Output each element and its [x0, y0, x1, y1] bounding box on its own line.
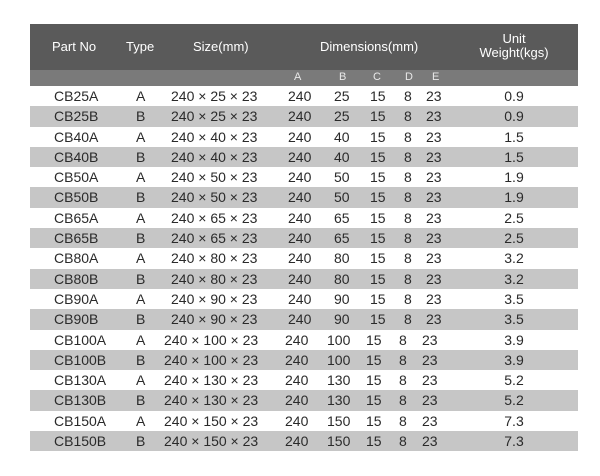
- cell-dim-e: 23: [426, 88, 442, 104]
- cell-dim-d: 8: [399, 351, 407, 368]
- cell-dim-c: 15: [370, 169, 386, 186]
- cell-unit-weight: 3.9: [504, 351, 524, 368]
- header-unit-weight-line2: Weight(kgs): [479, 45, 549, 60]
- cell-part-no: CB65B: [54, 230, 99, 247]
- header-dimensions: Dimensions(mm): [320, 39, 419, 54]
- cell-unit-weight: 2.5: [504, 230, 524, 247]
- cell-dim-d: 8: [404, 169, 412, 186]
- table-row: [30, 127, 578, 147]
- cell-dim-c: 15: [366, 331, 382, 348]
- table-row: [30, 330, 578, 350]
- cell-dim-b: 100: [327, 351, 351, 368]
- cell-dim-a: 240: [288, 230, 312, 247]
- table-row: [30, 106, 578, 126]
- cell-dim-e: 23: [426, 250, 442, 267]
- cell-dim-a: 240: [288, 311, 312, 328]
- cell-part-no: CB50A: [54, 169, 99, 186]
- cell-dim-b: 40: [334, 128, 350, 145]
- header-unit-weight-line1: Unit: [502, 31, 526, 46]
- cell-dim-b: 150: [327, 433, 351, 450]
- cell-dim-b: 80: [334, 270, 350, 287]
- cell-dim-e: 23: [422, 372, 438, 389]
- cell-unit-weight: 3.9: [504, 331, 524, 348]
- cell-unit-weight: 5.2: [504, 372, 524, 389]
- cell-part-no: CB80A: [54, 250, 99, 267]
- cell-dim-c: 15: [366, 412, 382, 429]
- cell-dim-a: 240: [285, 433, 309, 450]
- cell-size: 240 × 65 × 23: [171, 230, 258, 247]
- cell-dim-d: 8: [404, 148, 412, 165]
- table-row: [30, 370, 578, 390]
- cell-dim-d: 8: [404, 189, 412, 206]
- table-row: [30, 248, 578, 268]
- cell-unit-weight: 1.5: [504, 148, 524, 165]
- cell-dim-c: 15: [370, 189, 386, 206]
- cell-dim-e: 23: [422, 433, 438, 450]
- cell-part-no: CB100B: [54, 351, 107, 368]
- cell-part-no: CB130B: [54, 392, 107, 409]
- cell-dim-b: 90: [334, 311, 350, 328]
- cell-unit-weight: 1.9: [504, 169, 524, 186]
- cell-unit-weight: 1.9: [504, 189, 524, 206]
- cell-dim-c: 15: [370, 148, 386, 165]
- cell-dim-a: 240: [288, 88, 312, 104]
- cell-dim-b: 130: [327, 372, 351, 389]
- cell-unit-weight: 3.2: [504, 250, 524, 267]
- cell-dim-c: 15: [370, 108, 386, 125]
- cell-dim-e: 23: [426, 209, 442, 226]
- table-row: [30, 147, 578, 167]
- dimension-subheader: [30, 70, 578, 86]
- cell-dim-a: 240: [288, 148, 312, 165]
- cell-type: B: [136, 189, 146, 206]
- cell-dim-e: 23: [426, 311, 442, 328]
- cell-dim-a: 240: [285, 392, 309, 409]
- cell-part-no: CB100A: [54, 331, 107, 348]
- cell-size: 240 × 40 × 23: [171, 148, 258, 165]
- cell-dim-a: 240: [288, 209, 312, 226]
- cell-size: 240 × 100 × 23: [164, 351, 259, 368]
- cell-dim-a: 240: [285, 331, 309, 348]
- cell-part-no: CB80B: [54, 270, 99, 287]
- cell-dim-c: 15: [370, 311, 386, 328]
- cell-dim-c: 15: [366, 392, 382, 409]
- cell-dim-d: 8: [404, 108, 412, 125]
- cell-dim-e: 23: [422, 351, 438, 368]
- cell-size: 240 × 50 × 23: [171, 169, 258, 186]
- cell-unit-weight: 2.5: [504, 209, 524, 226]
- cell-dim-b: 65: [334, 209, 350, 226]
- table-row: [30, 228, 578, 248]
- cell-dim-c: 15: [370, 250, 386, 267]
- cell-type: A: [136, 88, 146, 104]
- cell-dim-d: 8: [404, 88, 412, 104]
- cell-dim-c: 15: [366, 433, 382, 450]
- cell-dim-a: 240: [288, 270, 312, 287]
- cell-type: B: [136, 230, 146, 247]
- cell-unit-weight: 5.2: [504, 392, 524, 409]
- cell-dim-a: 240: [285, 351, 309, 368]
- subheader-a: A: [294, 71, 302, 83]
- cell-dim-b: 100: [327, 331, 351, 348]
- cell-dim-e: 23: [426, 290, 442, 307]
- cell-unit-weight: 3.2: [504, 270, 524, 287]
- cell-dim-c: 15: [366, 372, 382, 389]
- cell-unit-weight: 7.3: [504, 412, 524, 429]
- subheader-b: B: [339, 71, 347, 83]
- cell-dim-e: 23: [422, 412, 438, 429]
- subheader-d: D: [405, 71, 413, 83]
- cell-dim-d: 8: [404, 209, 412, 226]
- cell-dim-a: 240: [285, 412, 309, 429]
- cell-dim-e: 23: [426, 108, 442, 125]
- cell-dim-d: 8: [404, 230, 412, 247]
- cell-dim-b: 40: [334, 148, 350, 165]
- cell-part-no: CB50B: [54, 189, 99, 206]
- cell-type: A: [136, 169, 146, 186]
- cell-dim-e: 23: [426, 230, 442, 247]
- cell-dim-e: 23: [422, 392, 438, 409]
- cell-part-no: CB90A: [54, 290, 99, 307]
- table-row: [30, 187, 578, 207]
- cell-dim-d: 8: [404, 250, 412, 267]
- cell-dim-b: 130: [327, 392, 351, 409]
- cell-dim-a: 240: [288, 250, 312, 267]
- cell-part-no: CB130A: [54, 372, 107, 389]
- cell-size: 240 × 50 × 23: [171, 189, 258, 206]
- cell-dim-c: 15: [370, 209, 386, 226]
- cell-dim-d: 8: [399, 372, 407, 389]
- cell-dim-b: 25: [334, 108, 350, 125]
- table-header: [30, 24, 578, 70]
- cell-dim-d: 8: [399, 412, 407, 429]
- cell-dim-c: 15: [366, 351, 382, 368]
- cell-unit-weight: 7.3: [504, 433, 524, 450]
- cell-type: A: [136, 128, 146, 145]
- cell-unit-weight: 3.5: [504, 290, 524, 307]
- cell-size: 240 × 25 × 23: [171, 88, 258, 104]
- header-type: Type: [126, 39, 155, 54]
- cell-type: A: [136, 331, 146, 348]
- cell-dim-b: 150: [327, 412, 351, 429]
- cell-dim-a: 240: [285, 372, 309, 389]
- table-row: [30, 86, 578, 106]
- cell-type: A: [136, 412, 146, 429]
- cell-size: 240 × 90 × 23: [171, 290, 258, 307]
- cell-dim-a: 240: [288, 108, 312, 125]
- cell-dim-b: 80: [334, 250, 350, 267]
- cell-size: 240 × 150 × 23: [164, 433, 259, 450]
- cell-dim-a: 240: [288, 189, 312, 206]
- cell-part-no: CB90B: [54, 311, 99, 328]
- cell-dim-e: 23: [426, 169, 442, 186]
- cell-dim-d: 8: [404, 128, 412, 145]
- cell-dim-b: 50: [334, 169, 350, 186]
- cell-part-no: CB150B: [54, 433, 107, 450]
- header-size: Size(mm): [193, 39, 249, 54]
- cell-dim-d: 8: [404, 270, 412, 287]
- cell-part-no: CB150A: [54, 412, 107, 429]
- table-row: [30, 269, 578, 289]
- cell-dim-d: 8: [399, 392, 407, 409]
- cell-dim-b: 25: [334, 88, 350, 104]
- cell-dim-c: 15: [370, 128, 386, 145]
- cell-dim-e: 23: [426, 148, 442, 165]
- table-row: [30, 309, 578, 329]
- table-row: [30, 411, 578, 431]
- cell-unit-weight: 0.9: [504, 108, 524, 125]
- cell-dim-e: 23: [426, 189, 442, 206]
- cell-dim-c: 15: [370, 88, 386, 104]
- cell-type: A: [136, 209, 146, 226]
- cell-size: 240 × 65 × 23: [171, 209, 258, 226]
- cell-dim-d: 8: [404, 311, 412, 328]
- table-row: [30, 289, 578, 309]
- cell-dim-b: 90: [334, 290, 350, 307]
- cell-dim-a: 240: [288, 128, 312, 145]
- cell-size: 240 × 80 × 23: [171, 270, 258, 287]
- cell-part-no: CB25B: [54, 108, 99, 125]
- cell-type: A: [136, 250, 146, 267]
- cell-part-no: CB40B: [54, 148, 99, 165]
- cell-dim-d: 8: [404, 290, 412, 307]
- cell-size: 240 × 100 × 23: [164, 331, 259, 348]
- cell-type: B: [136, 311, 146, 328]
- cell-unit-weight: 0.9: [504, 88, 524, 104]
- subheader-e: E: [432, 71, 440, 83]
- table-row: [30, 167, 578, 187]
- cell-size: 240 × 130 × 23: [164, 372, 259, 389]
- cell-dim-c: 15: [370, 270, 386, 287]
- cell-size: 240 × 130 × 23: [164, 392, 259, 409]
- header-part-no: Part No: [52, 39, 97, 54]
- cell-dim-e: 23: [422, 331, 438, 348]
- cell-type: A: [136, 372, 146, 389]
- cell-dim-a: 240: [288, 169, 312, 186]
- cell-type: B: [136, 351, 146, 368]
- cell-part-no: CB25A: [54, 88, 99, 104]
- cell-type: B: [136, 108, 146, 125]
- cell-size: 240 × 80 × 23: [171, 250, 258, 267]
- cell-dim-b: 50: [334, 189, 350, 206]
- table-row: [30, 350, 578, 370]
- cell-part-no: CB65A: [54, 209, 99, 226]
- cell-type: B: [136, 270, 146, 287]
- cell-dim-c: 15: [370, 290, 386, 307]
- cell-size: 240 × 150 × 23: [164, 412, 259, 429]
- cell-dim-e: 23: [426, 270, 442, 287]
- cell-dim-a: 240: [288, 290, 312, 307]
- table-row: [30, 390, 578, 410]
- cell-type: B: [136, 392, 146, 409]
- cell-dim-e: 23: [426, 128, 442, 145]
- cell-unit-weight: 1.5: [504, 128, 524, 145]
- cell-unit-weight: 3.5: [504, 311, 524, 328]
- cell-part-no: CB40A: [54, 128, 99, 145]
- spec-table: [30, 24, 578, 451]
- cell-type: B: [136, 148, 146, 165]
- cell-size: 240 × 40 × 23: [171, 128, 258, 145]
- cell-dim-d: 8: [399, 331, 407, 348]
- cell-dim-d: 8: [399, 433, 407, 450]
- table-row: [30, 431, 578, 451]
- table-row: [30, 208, 578, 228]
- subheader-c: C: [373, 71, 381, 83]
- cell-size: 240 × 90 × 23: [171, 311, 258, 328]
- cell-type: A: [136, 290, 146, 307]
- cell-dim-b: 65: [334, 230, 350, 247]
- cell-size: 240 × 25 × 23: [171, 108, 258, 125]
- cell-type: B: [136, 433, 146, 450]
- cell-dim-c: 15: [370, 230, 386, 247]
